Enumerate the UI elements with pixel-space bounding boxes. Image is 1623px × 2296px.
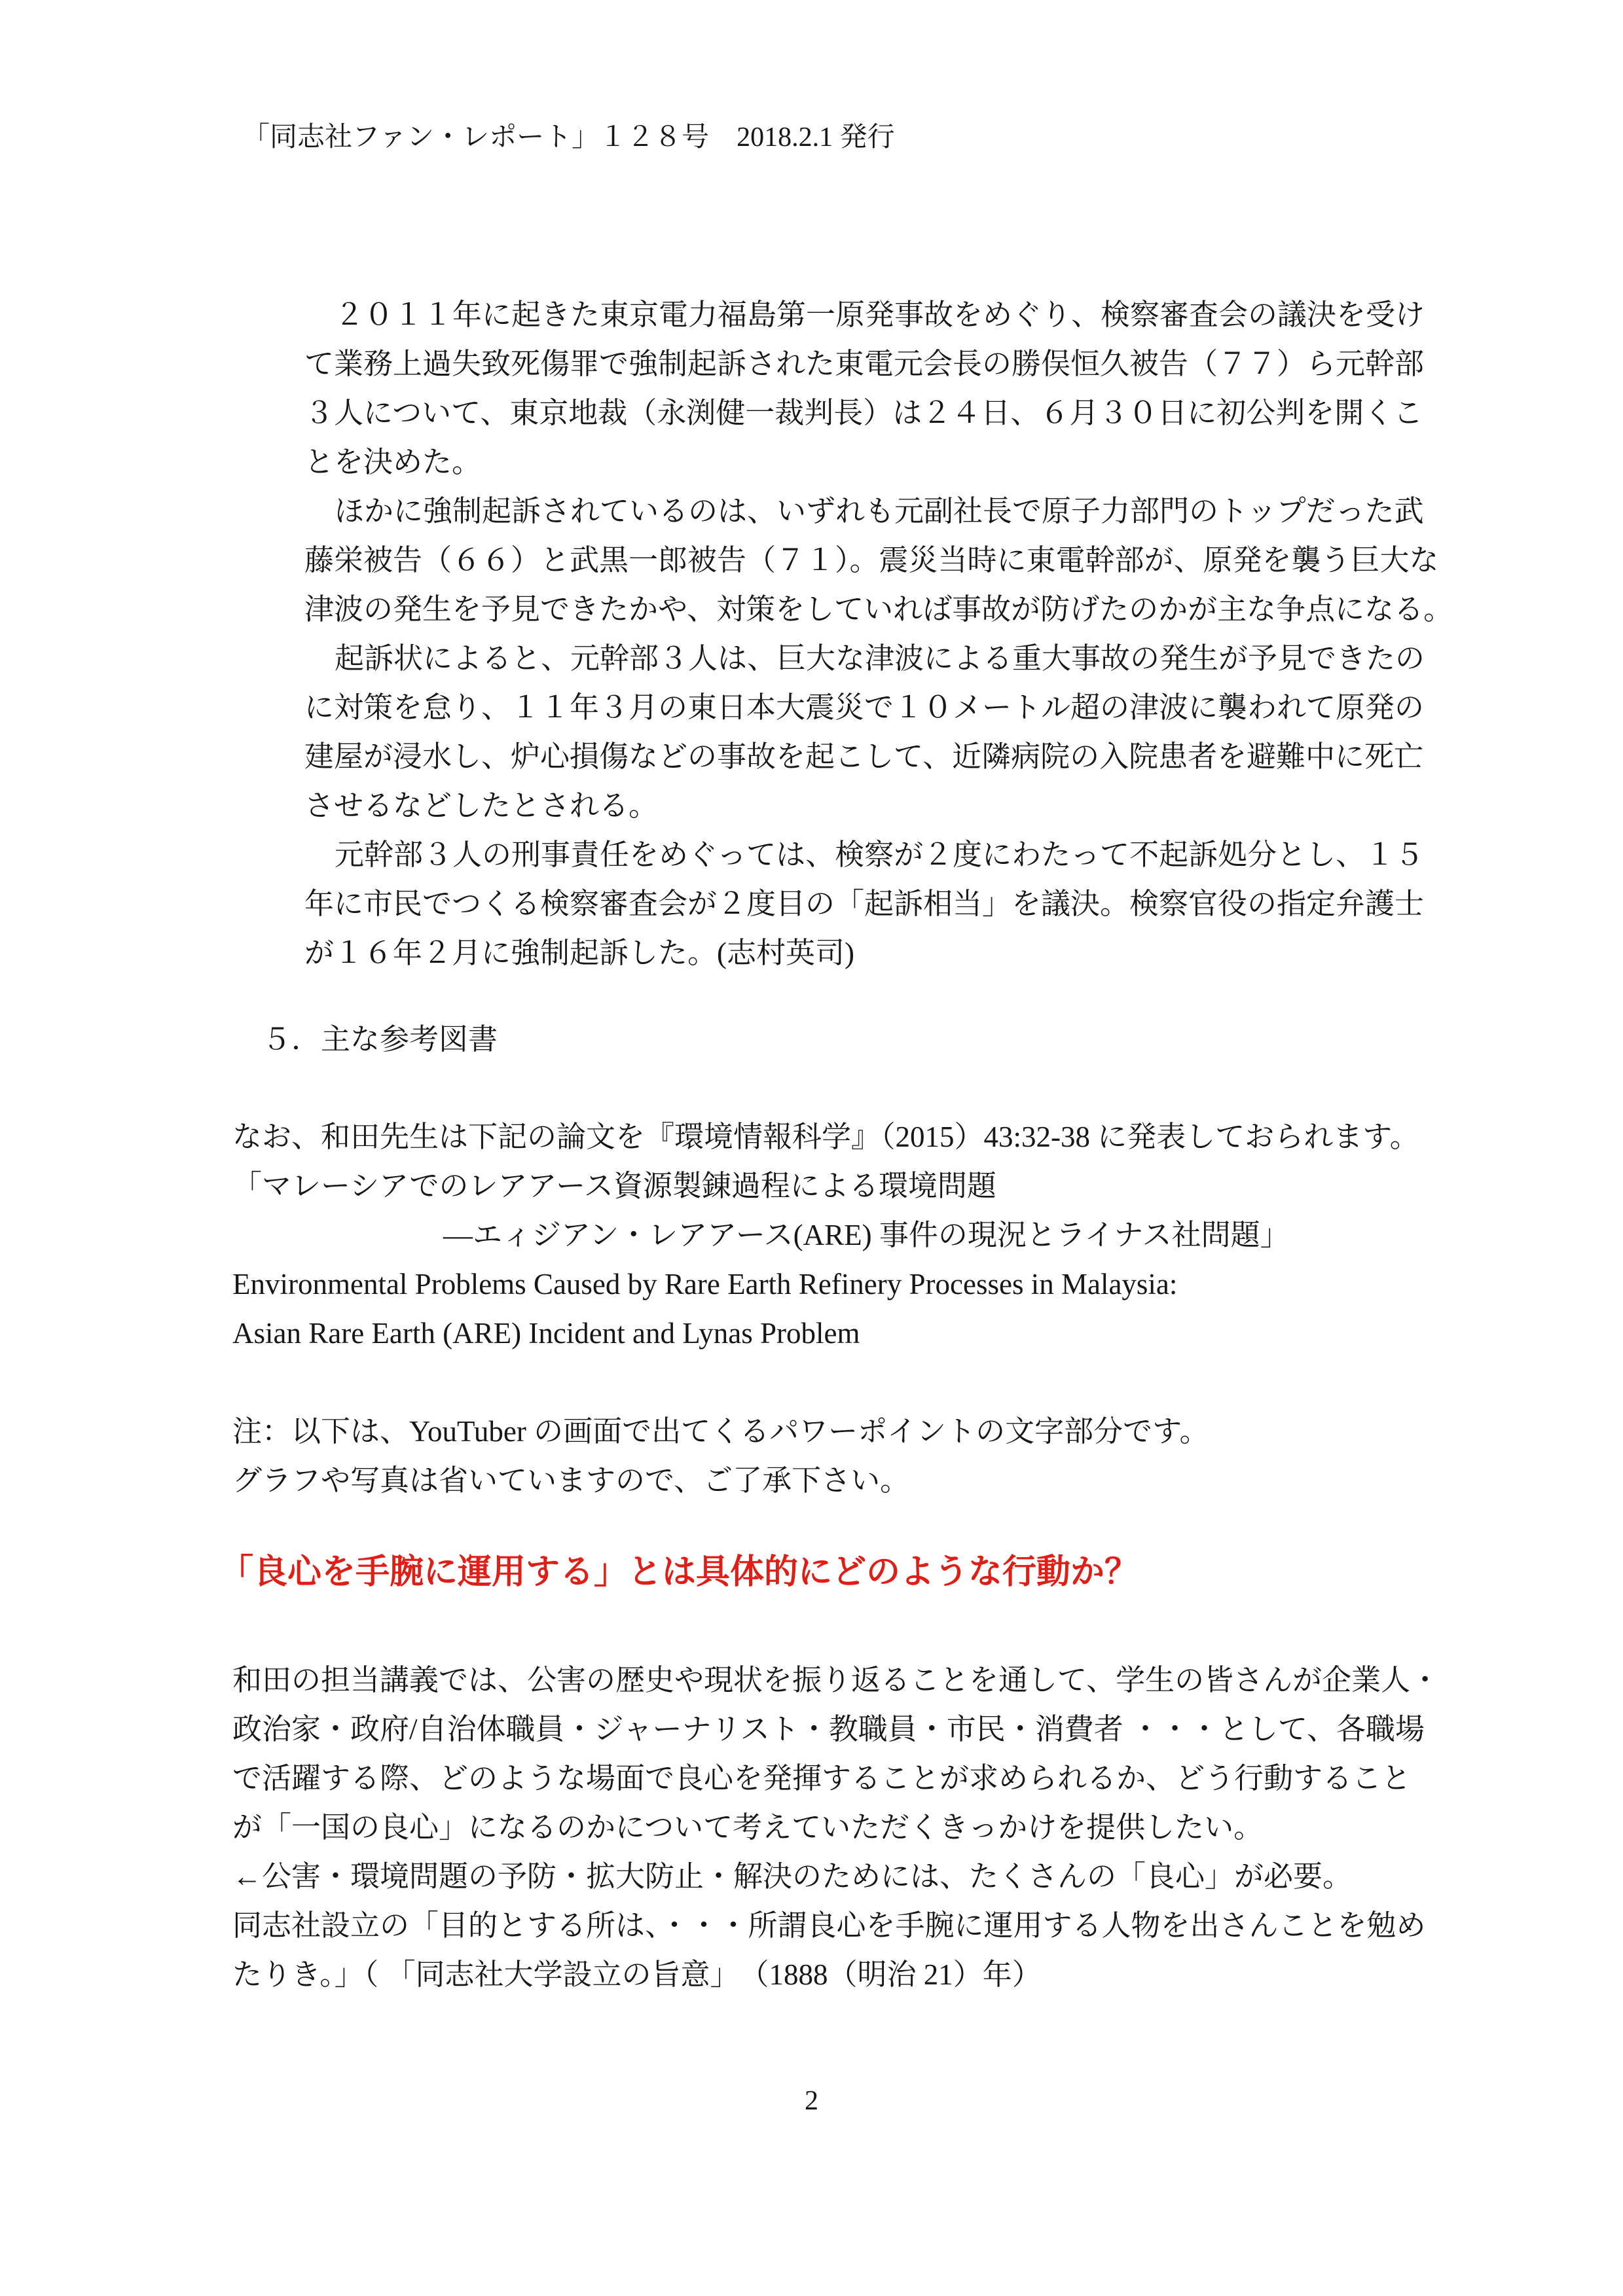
article-line: に対策を怠り、１１年３月の東日本大震災で１０メートル超の津波に襲われて原発の xyxy=(304,691,1425,724)
article-line: ２０１１年に起きた東京電力福島第一原発事故をめぐり、検察審査会の議決を受け xyxy=(335,298,1425,331)
article-line: させるなどしたとされる。 xyxy=(304,789,659,822)
lecture-line: で活躍する際、どのような場面で良心を発揮することが求められるか、どう行動すること xyxy=(232,1762,1412,1795)
lecture-line: 政治家・政府/自治体職員・ジャーナリスト・教職員・市民・消費者 ・・・として、各職場 xyxy=(232,1713,1425,1746)
article-line: 年に市民でつくる検察審査会が２度目の「起訴相当」を議決。検察官役の指定弁護士 xyxy=(304,888,1425,920)
report-header: 「同志社ファン・レポート」１２８号 2018.2.1 発行 xyxy=(242,122,895,152)
references-section xyxy=(232,1113,1419,1505)
article-line: 津波の発生を予見できたかや、対策をしていれば事故が防げたのかが主な争点になる。 xyxy=(304,593,1453,626)
lecture-line: ←公害・環境問題の予防・拡大防止・解決のためには、たくさんの「良心」が必要。 xyxy=(232,1860,1353,1893)
lecture-line: たりき。」（ 「同志社大学設立の旨意」 （1888（明治 21）年） xyxy=(232,1958,1042,1991)
note-line: 注：以下は、YouTuber の画面で出てくるパワーポイントの文字部分です。 xyxy=(232,1415,1209,1448)
reference-line: ―エィジアン・レアアース(ARE) 事件の現況とライナス社問題」 xyxy=(443,1219,1290,1251)
page-number: 2 xyxy=(805,2086,818,2116)
lecture-line: 和田の担当講義では、公害の歴史や現状を振り返ることを通して、学生の皆さんが企業人・ xyxy=(232,1664,1440,1696)
reference-line-english-title: Environmental Problems Caused by Rare Earth Refinery Processes in Malaysia: xyxy=(232,1268,1178,1300)
reference-line: 「マレーシアでのレアアース資源製錬過程による環境問題 xyxy=(232,1170,996,1202)
article-line: 建屋が浸水し、炉心損傷などの事故を起こして、近隣病院の入院患者を避難中に死亡 xyxy=(304,740,1424,773)
note-line: グラフや写真は省いていますので、ご了承下さい。 xyxy=(232,1464,910,1497)
article-line: が１６年２月に強制起訴した。(志村英司) xyxy=(304,937,854,969)
reference-line: なお、和田先生は下記の論文を『環境情報科学』（2015）43:32-38 に発表しておられます。 xyxy=(232,1121,1419,1153)
section-heading-references: ５．主な参考図書 xyxy=(262,1023,498,1056)
lecture-line: 同志社設立の「目的とする所は、・・・所謂良心を手腕に運用する人物を出さんことを勉め xyxy=(232,1909,1426,1942)
reference-line-english-subtitle: Asian Rare Earth (ARE) Incident and Lynas Problem xyxy=(232,1317,860,1350)
article-line: 起訴状によると、元幹部３人は、巨大な津波による重大事故の発生が予見できたの xyxy=(335,642,1425,675)
article-line: ３人について、東京地裁（永渕健一裁判長）は２４日、６月３０日に初公判を開くこ xyxy=(304,397,1423,429)
article-line: て業務上過失致死傷罪で強制起訴された東電元会長の勝俣恒久被告（７７）ら元幹部 xyxy=(304,348,1425,380)
news-article xyxy=(304,291,1453,978)
article-line: 藤栄被告（６６）と武黒一郎被告（７１）。震災当時に東電幹部が、原発を襲う巨大な xyxy=(304,544,1439,577)
blank-line xyxy=(232,1358,1419,1407)
article-line: ほかに強制起訴されているのは、いずれも元副社長で原子力部門のトップだった武 xyxy=(335,495,1424,528)
article-line: とを決めた。 xyxy=(304,446,482,478)
lecture-line: が「一国の良心」になるのかについて考えていただくきっかけを提供したい。 xyxy=(232,1811,1264,1844)
powerpoint-red-heading: 「良心を手腕に運用する」とは具体的にどのような行動か？ xyxy=(219,1554,1139,1591)
lecture-description xyxy=(232,1656,1440,2000)
article-line: 元幹部３人の刑事責任をめぐっては、検察が２度にわたって不起訴処分とし、１５ xyxy=(335,838,1425,871)
